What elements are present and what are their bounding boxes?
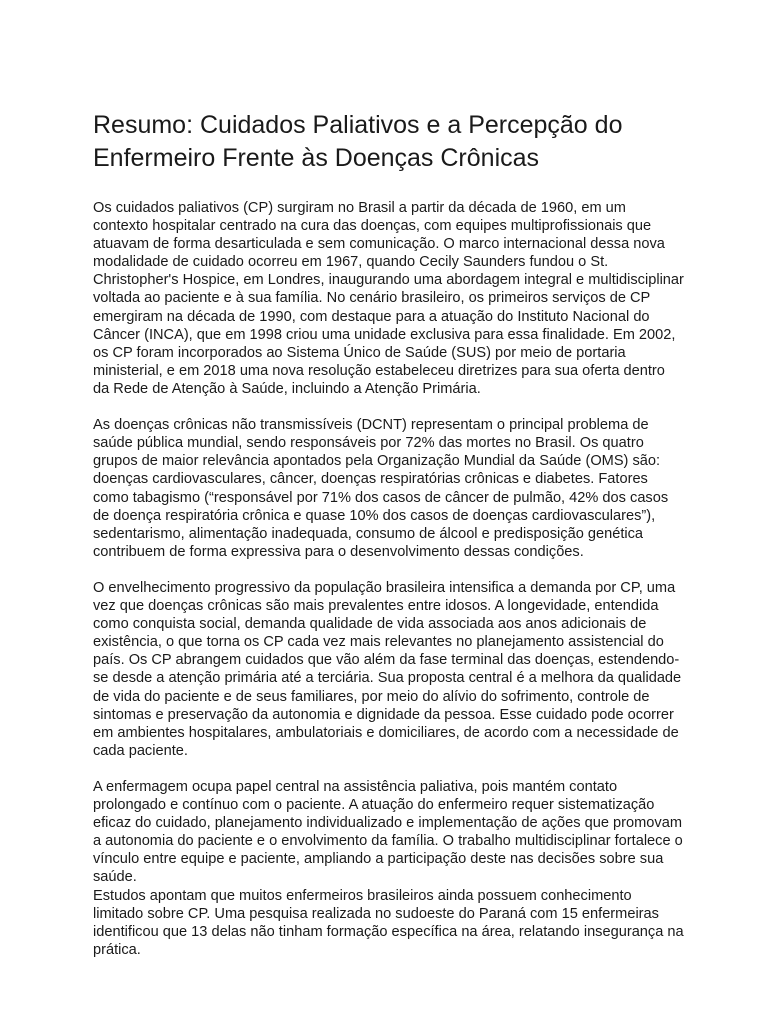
paragraph-cp-history: Os cuidados paliativos (CP) surgiram no Brasil a partir da década de 1960, em um contexto hospitalar centrado na cura das doenças, com equipes multiprofissionais que atuavam de forma desarticulada e sem comunicação. O marco internacional dessa nova modalidade de cuidado ocorreu em 1967, quando Cecily Saunders fundou o St. Christopher's Hospice, em Londres, inaugurando uma abordagem integral e multidisciplinar voltada ao paciente e à sua família. No cenário brasileiro, os primeiros serviços de CP emergiram na década de 1990, com destaque para a atuação do Instituto Nacional do Câncer (INCA), que em 1998 criou uma unidade exclusiva para essa finalidade. Em 2002, os CP foram incorporados ao Sistema Único de Saúde (SUS) por meio de portaria ministerial, e em 2018 uma nova resolução estabeleceu diretrizes para sua oferta dentro da Rede de Atenção à Saúde, incluindo a Atenção Primária. [93,200,684,397]
document-title: Resumo: Cuidados Paliativos e a Percepção do Enfermeiro Frente às Doenças Crônicas [93,111,623,172]
paragraph-aging: O envelhecimento progressivo da população brasileira intensifica a demanda por CP, uma vez que doenças crônicas são mais prevalentes entre idosos. A longevidade, entendida como conquista social, demanda qualidade de vida associada aos anos adicionais de existência, o que torna os CP cada vez mais relevantes no planejamento assistencial do país. Os CP abrangem cuidados que vão além da fase terminal das doenças, estendendo-se desde a atenção primária até a terciária. Sua proposta central é a melhora da qualidade de vida do paciente e de seus familiares, por meio do alívio do sofrimento, controle de sintomas e preservação da autonomia e dignidade da pessoa. Esse cuidado pode ocorrer em ambientes hospitalares, ambulatoriais e domiciliares, de acordo com a necessidade de cada paciente. [93,579,682,759]
document-body [93,199,685,959]
paragraph-studies: Estudos apontam que muitos enfermeiros brasileiros ainda possuem conhecimento limitado sobre CP. Uma pesquisa realizada no sudoeste do Paraná com 15 enfermeiras identificou que 13 delas não tinham formação específica na área, relatando insegurança na prática. [93,887,684,958]
paragraph-dcnt: As doenças crônicas não transmissíveis (DCNT) representam o principal problema de saúde pública mundial, sendo responsáveis por 72% das mortes no Brasil. Os quatro grupos de maior relevância apontados pela Organização Mundial da Saúde (OMS) são: doenças cardiovasculares, câncer, doenças respiratórias crônicas e diabetes. Fatores como tabagismo (“responsável por 71% dos casos de câncer de pulmão, 42% dos casos de doença respiratória crônica e quase 10% dos casos de doenças cardiovasculares”), sedentarismo, alimentação inadequada, consumo de álcool e predisposição genética contribuem de forma expressiva para o desenvolvimento dessas condições. [93,417,669,560]
paragraph-nursing: A enfermagem ocupa papel central na assistência paliativa, pois mantém contato prolongado e contínuo com o paciente. A atuação do enfermeiro requer sistematização eficaz do cuidado, planejamento individualizado e implementação de ações que promovam a autonomia do paciente e o envolvimento da família. O trabalho multidisciplinar fortalece o vínculo entre equipe e paciente, ampliando a participação deste nas decisões sobre sua saúde. [93,779,683,886]
